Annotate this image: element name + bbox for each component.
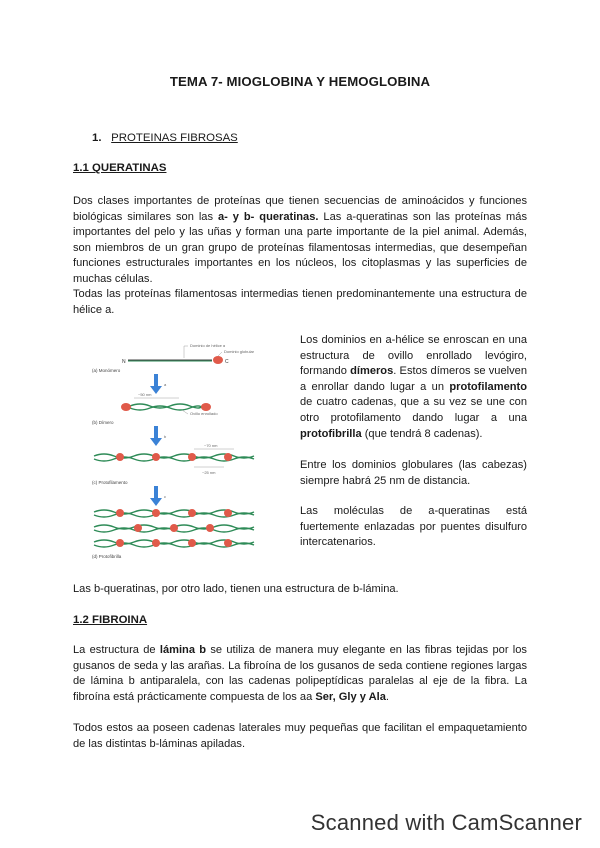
globular-domain-label: Dominio globular: [224, 349, 255, 354]
step-label: c: [164, 494, 166, 499]
globular-head: [152, 509, 160, 517]
globular-head: [201, 403, 211, 411]
text-run: (que tendrá 8 cadenas).: [361, 427, 483, 440]
globular-head: [116, 539, 124, 547]
paragraph-dominios-globulares: Entre los dominios globulares (las cabezas) siempre habrá 25 nm de distancia.: [300, 459, 527, 487]
keratin-structure-figure: [84, 332, 284, 562]
globular-head: [152, 453, 160, 461]
n-terminal-label: N: [122, 359, 126, 365]
paragraph-dominios: [300, 333, 527, 442]
paragraph-cadenas-laterales: Todos estos aa poseen cadenas laterales muy pequeñas que facilitan el empaquetamiento de las distintas b-láminas apiladas.: [73, 722, 527, 750]
arrow-down-icon: [150, 374, 162, 394]
globular-head: [224, 509, 232, 517]
bold-text: dímeros: [350, 365, 394, 378]
globular-head: [206, 524, 214, 532]
text-run: La estructura de: [73, 644, 160, 656]
camscanner-watermark: Scanned with CamScanner: [310, 810, 582, 835]
text-run: Dos clases importantes de proteínas que tienen secuencias de aminoácidos y funciones biológicas similares son las: [73, 195, 527, 223]
globular-head: [224, 539, 232, 547]
panel-c-label: (c) Protofilamento: [92, 480, 128, 485]
globular-head: [224, 453, 232, 461]
globular-head: [152, 539, 160, 547]
globular-head: [121, 403, 131, 411]
text-run: .: [385, 690, 389, 703]
text-run: Las a-queratinas son las proteínas más importantes del pelo y las uñas y forman una parte importante de la piel animal. Además, son miembros de un gran grupo de proteínas filamentosas intermedias, que desempeñan funciones estructurales importantes en los núcleos, los citoplasmas y las superficies de muchas células.: [73, 210, 527, 285]
section-label: PROTEINAS FIBROSAS: [111, 132, 238, 144]
panel-d-label: (d) Protofibrilla: [92, 554, 122, 559]
helix-domain-label: Dominio de hélice α: [190, 343, 226, 348]
coil-label: Ovillo enrollado: [190, 411, 218, 416]
paragraph-b-queratinas: Las b-queratinas, por otro lado, tienen una estructura de b-lámina.: [73, 583, 399, 595]
page-title: TEMA 7- MIOGLOBINA Y HEMOGLOBINA: [169, 74, 431, 89]
c-terminal-label: C: [225, 359, 229, 365]
paragraph-moleculas: Las moléculas de a-queratinas está fuertemente enlazadas por puentes disulfuro intercatenarios.: [300, 505, 527, 549]
step-label: b: [164, 434, 167, 439]
dimension-label: ~50 nm: [138, 392, 152, 397]
globular-head: [188, 509, 196, 517]
bold-text: protofibrilla: [300, 427, 362, 440]
section-heading-1: [92, 132, 238, 144]
globular-head: [116, 509, 124, 517]
panel-b-label: (b) Dímero: [92, 420, 114, 425]
text-run: de cuatro cadenas, que a su vez se une con otro protofilamento dando lugar a una: [300, 396, 527, 424]
bold-text: protofilamento: [449, 380, 527, 393]
globular-head: [213, 356, 223, 364]
globular-head: [134, 524, 142, 532]
globular-head: [188, 539, 196, 547]
panel-a-label: (a) Monómero: [92, 368, 121, 373]
arrow-down-icon: [150, 426, 162, 446]
paragraph-queratinas-intro: [73, 194, 527, 288]
arrow-down-icon: [150, 486, 162, 506]
globular-head: [188, 453, 196, 461]
text-run: . Estos dímeros se vuelven a enrollar dando lugar a un: [300, 365, 527, 393]
bold-text: a- y b- queratinas.: [217, 210, 319, 223]
paragraph-filamentos: Todas las proteínas filamentosas intermedias tienen predominantemente una estructura de hélice a.: [73, 288, 527, 316]
paragraph-fibroina: [73, 643, 527, 705]
subsection-heading-queratinas: 1.1 QUERATINAS: [73, 162, 167, 174]
globular-head: [116, 453, 124, 461]
bold-text: lámina b: [159, 644, 207, 656]
dimension-label: ~70 nm: [204, 443, 218, 448]
globular-head: [170, 524, 178, 532]
text-run: Los dominios en a-hélice se enroscan en una estructura de ovillo enrollado levógiro, formando: [300, 334, 527, 378]
subsection-heading-fibroina: 1.2 FIBROINA: [73, 614, 148, 626]
dimension-label: ~25 nm: [202, 470, 216, 475]
section-number: 1.: [92, 132, 102, 144]
text-run: se utiliza de manera muy elegante en las fibras tejidas por los gusanos de seda y las arañas. La fibroína de los gusanos de seda contiene regiones largas de lámina b antiparalela, con las cadenas polipeptídicas paralelas al eje de la fibra. La fibroína está prácticamente compuesta de los aa: [73, 644, 527, 703]
step-label: a: [164, 382, 167, 387]
bold-text: Ser, Gly y Ala: [315, 690, 386, 703]
